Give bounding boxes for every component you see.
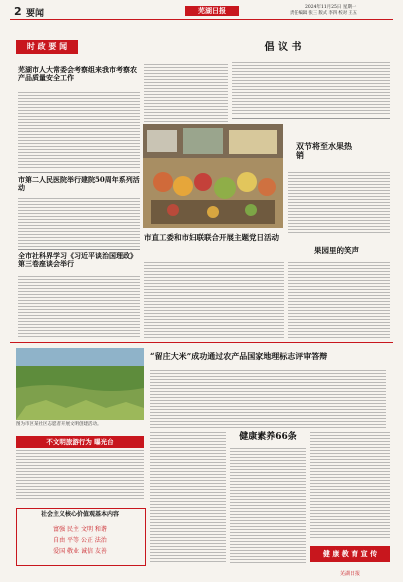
values-line-1: 富强 民主 文明 和谐 <box>53 526 107 533</box>
footer-watermark: 芜湖日报 <box>340 571 361 577</box>
article-6-title: 果园里的笑声 <box>314 246 359 255</box>
column-banner-label: 时 政 要 闻 <box>26 42 68 51</box>
masthead-rule <box>10 19 393 20</box>
article-7-body <box>150 370 386 428</box>
date-line: 2024年11月25日 星期一 <box>305 5 357 10</box>
market-photo <box>143 124 283 228</box>
field-photo <box>16 348 144 420</box>
masthead <box>0 0 403 20</box>
section-name: 要闻 <box>26 9 45 19</box>
divider-3 <box>232 118 390 119</box>
article-5-title: 双节将至水果热销 <box>296 141 352 161</box>
article-4-title: 市直工委和市妇联联合开展主题党日活动 <box>144 233 279 242</box>
article-3-body <box>18 276 140 338</box>
health-banner-label: 健 康 教 育 宣 传 <box>322 550 378 558</box>
right-text-1 <box>288 172 390 234</box>
initiative-body <box>232 62 390 114</box>
values-line-2: 自由 平等 公正 法治 <box>53 537 107 544</box>
initiative-title: 倡 议 书 <box>264 42 302 53</box>
health-title: 健康素养66条 <box>239 432 297 442</box>
photo-caption: 图为市区某社区志愿者开展文明创建活动。 <box>16 422 102 427</box>
values-title: 社会主义核心价值观基本内容 <box>40 511 119 518</box>
article-2-body <box>18 198 140 248</box>
section-divider <box>10 342 393 343</box>
article-4-body <box>144 262 284 338</box>
civility-body <box>16 450 144 500</box>
article-6-body <box>288 262 390 338</box>
health-text-right <box>310 432 390 540</box>
values-line-3: 爱国 敬业 诚信 友善 <box>53 548 107 555</box>
article-3-title: 全市社科界学习《习近平谈治国理政》第三卷座谈会举行 <box>18 251 137 269</box>
page-number: 2 <box>14 5 22 18</box>
divider-1 <box>18 172 140 173</box>
article-7-title: “留庄大米”成功通过农产品国家地理标志评审答辩 <box>150 351 328 361</box>
civility-banner-label: 不文明旅游行为 曝光台 <box>46 438 114 446</box>
divider-2 <box>18 249 140 250</box>
article-1-title: 芜湖市人大常委会考察组来我市考察农产品质量安全工作 <box>18 65 137 83</box>
article-1-body <box>18 92 140 170</box>
health-text-left <box>150 432 226 564</box>
paper-name: 芜湖日报 <box>185 6 239 16</box>
article-2-title: 市第二人民医院举行建院50周年系列活动 <box>18 175 140 193</box>
health-text-mid <box>230 448 306 564</box>
editor-line: 责任编辑 张三 版式 李四 校对 王五 <box>290 11 357 16</box>
